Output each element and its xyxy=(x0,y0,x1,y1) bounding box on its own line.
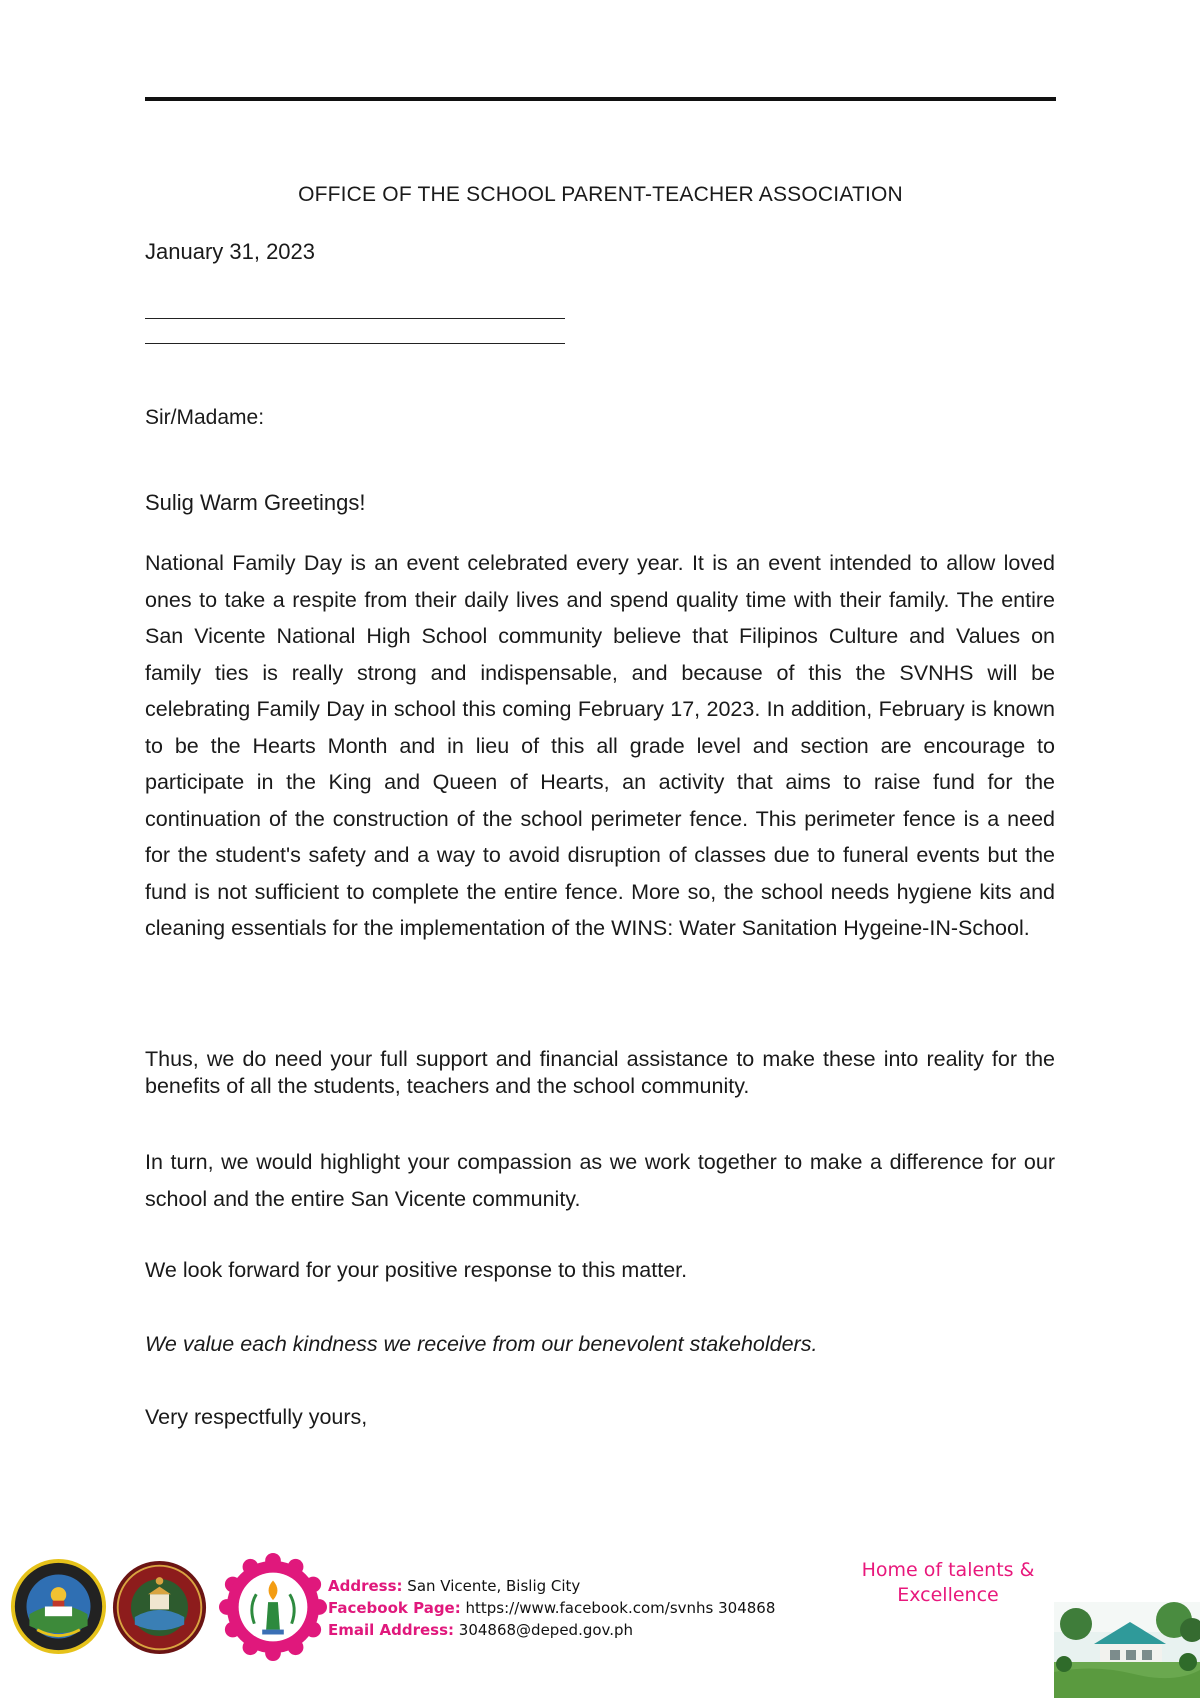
office-title: OFFICE OF THE SCHOOL PARENT-TEACHER ASSOCIATION xyxy=(298,183,903,206)
motto-line-1: Home of talents & xyxy=(861,1559,1035,1581)
address-line xyxy=(328,1575,775,1597)
address-label: Address: xyxy=(328,1577,403,1595)
greeting: Sulig Warm Greetings! xyxy=(145,490,366,515)
body-paragraph: Thus, we do need your full support and financial assistance to make these into reality for the benefits of all the students, teachers and the school community. xyxy=(145,1047,1055,1098)
email-link[interactable]: 304868@deped.gov.ph xyxy=(458,1621,634,1639)
body-paragraph: We look forward for your positive response to this matter. xyxy=(145,1258,688,1282)
recipient-blank-line xyxy=(145,318,565,319)
school-seal-icon xyxy=(219,1553,327,1661)
header-rule xyxy=(145,97,1056,101)
motto-line-2: Excellence xyxy=(897,1584,999,1606)
recipient-blank-line xyxy=(145,343,565,344)
letterhead-footer xyxy=(0,1540,1200,1698)
email-label: Email Address: xyxy=(328,1621,455,1639)
body-paragraph: In turn, we would highlight your compassion as we work together to make a difference for our school and the entire San Vicente community. xyxy=(145,1150,1055,1211)
body-paragraph: National Family Day is an event celebrated every year. It is an event intended to allow loved ones to take a respite from their daily lives and spend quality time with their family. The entire San Vicente National High School community believe that Filipinos Culture and Values on family ties is really strong and indispensable, and because of this the SVNHS will be celebrating Family Day in school this coming February 17, 2023. In addition, February is known to be the Hearts Month and in lieu of this all grade level and section are encourage to participate in the King and Queen of Hearts, an activity that aims to raise fund for the continuation of the construction of the school perimeter fence. This perimeter fence is a need for the student's safety and a way to avoid disruption of classes due to funeral events but the fund is not sufficient to complete the entire fence. More so, the school needs hygiene kits and cleaning essentials for the implementation of the WINS: Water Sanitation Hygeine-IN-School. xyxy=(145,551,1055,940)
school-campus-photo xyxy=(1054,1602,1200,1698)
deped-division-seal-icon xyxy=(112,1560,207,1655)
school-motto xyxy=(848,1558,1048,1608)
email-line xyxy=(328,1619,775,1641)
italic-closing-line: We value each kindness we receive from our benevolent stakeholders. xyxy=(145,1332,818,1356)
address-value: San Vicente, Bislig City xyxy=(407,1577,581,1595)
facebook-label: Facebook Page: xyxy=(328,1599,461,1617)
letter-date: January 31, 2023 xyxy=(145,239,316,264)
deped-region-seal-icon xyxy=(10,1558,107,1655)
complimentary-close: Very respectfully yours, xyxy=(145,1405,368,1429)
salutation: Sir/Madame: xyxy=(145,406,265,429)
contact-block xyxy=(328,1575,775,1641)
facebook-line xyxy=(328,1597,775,1619)
facebook-link[interactable]: https://www.facebook.com/svnhs 304868 xyxy=(465,1599,776,1617)
